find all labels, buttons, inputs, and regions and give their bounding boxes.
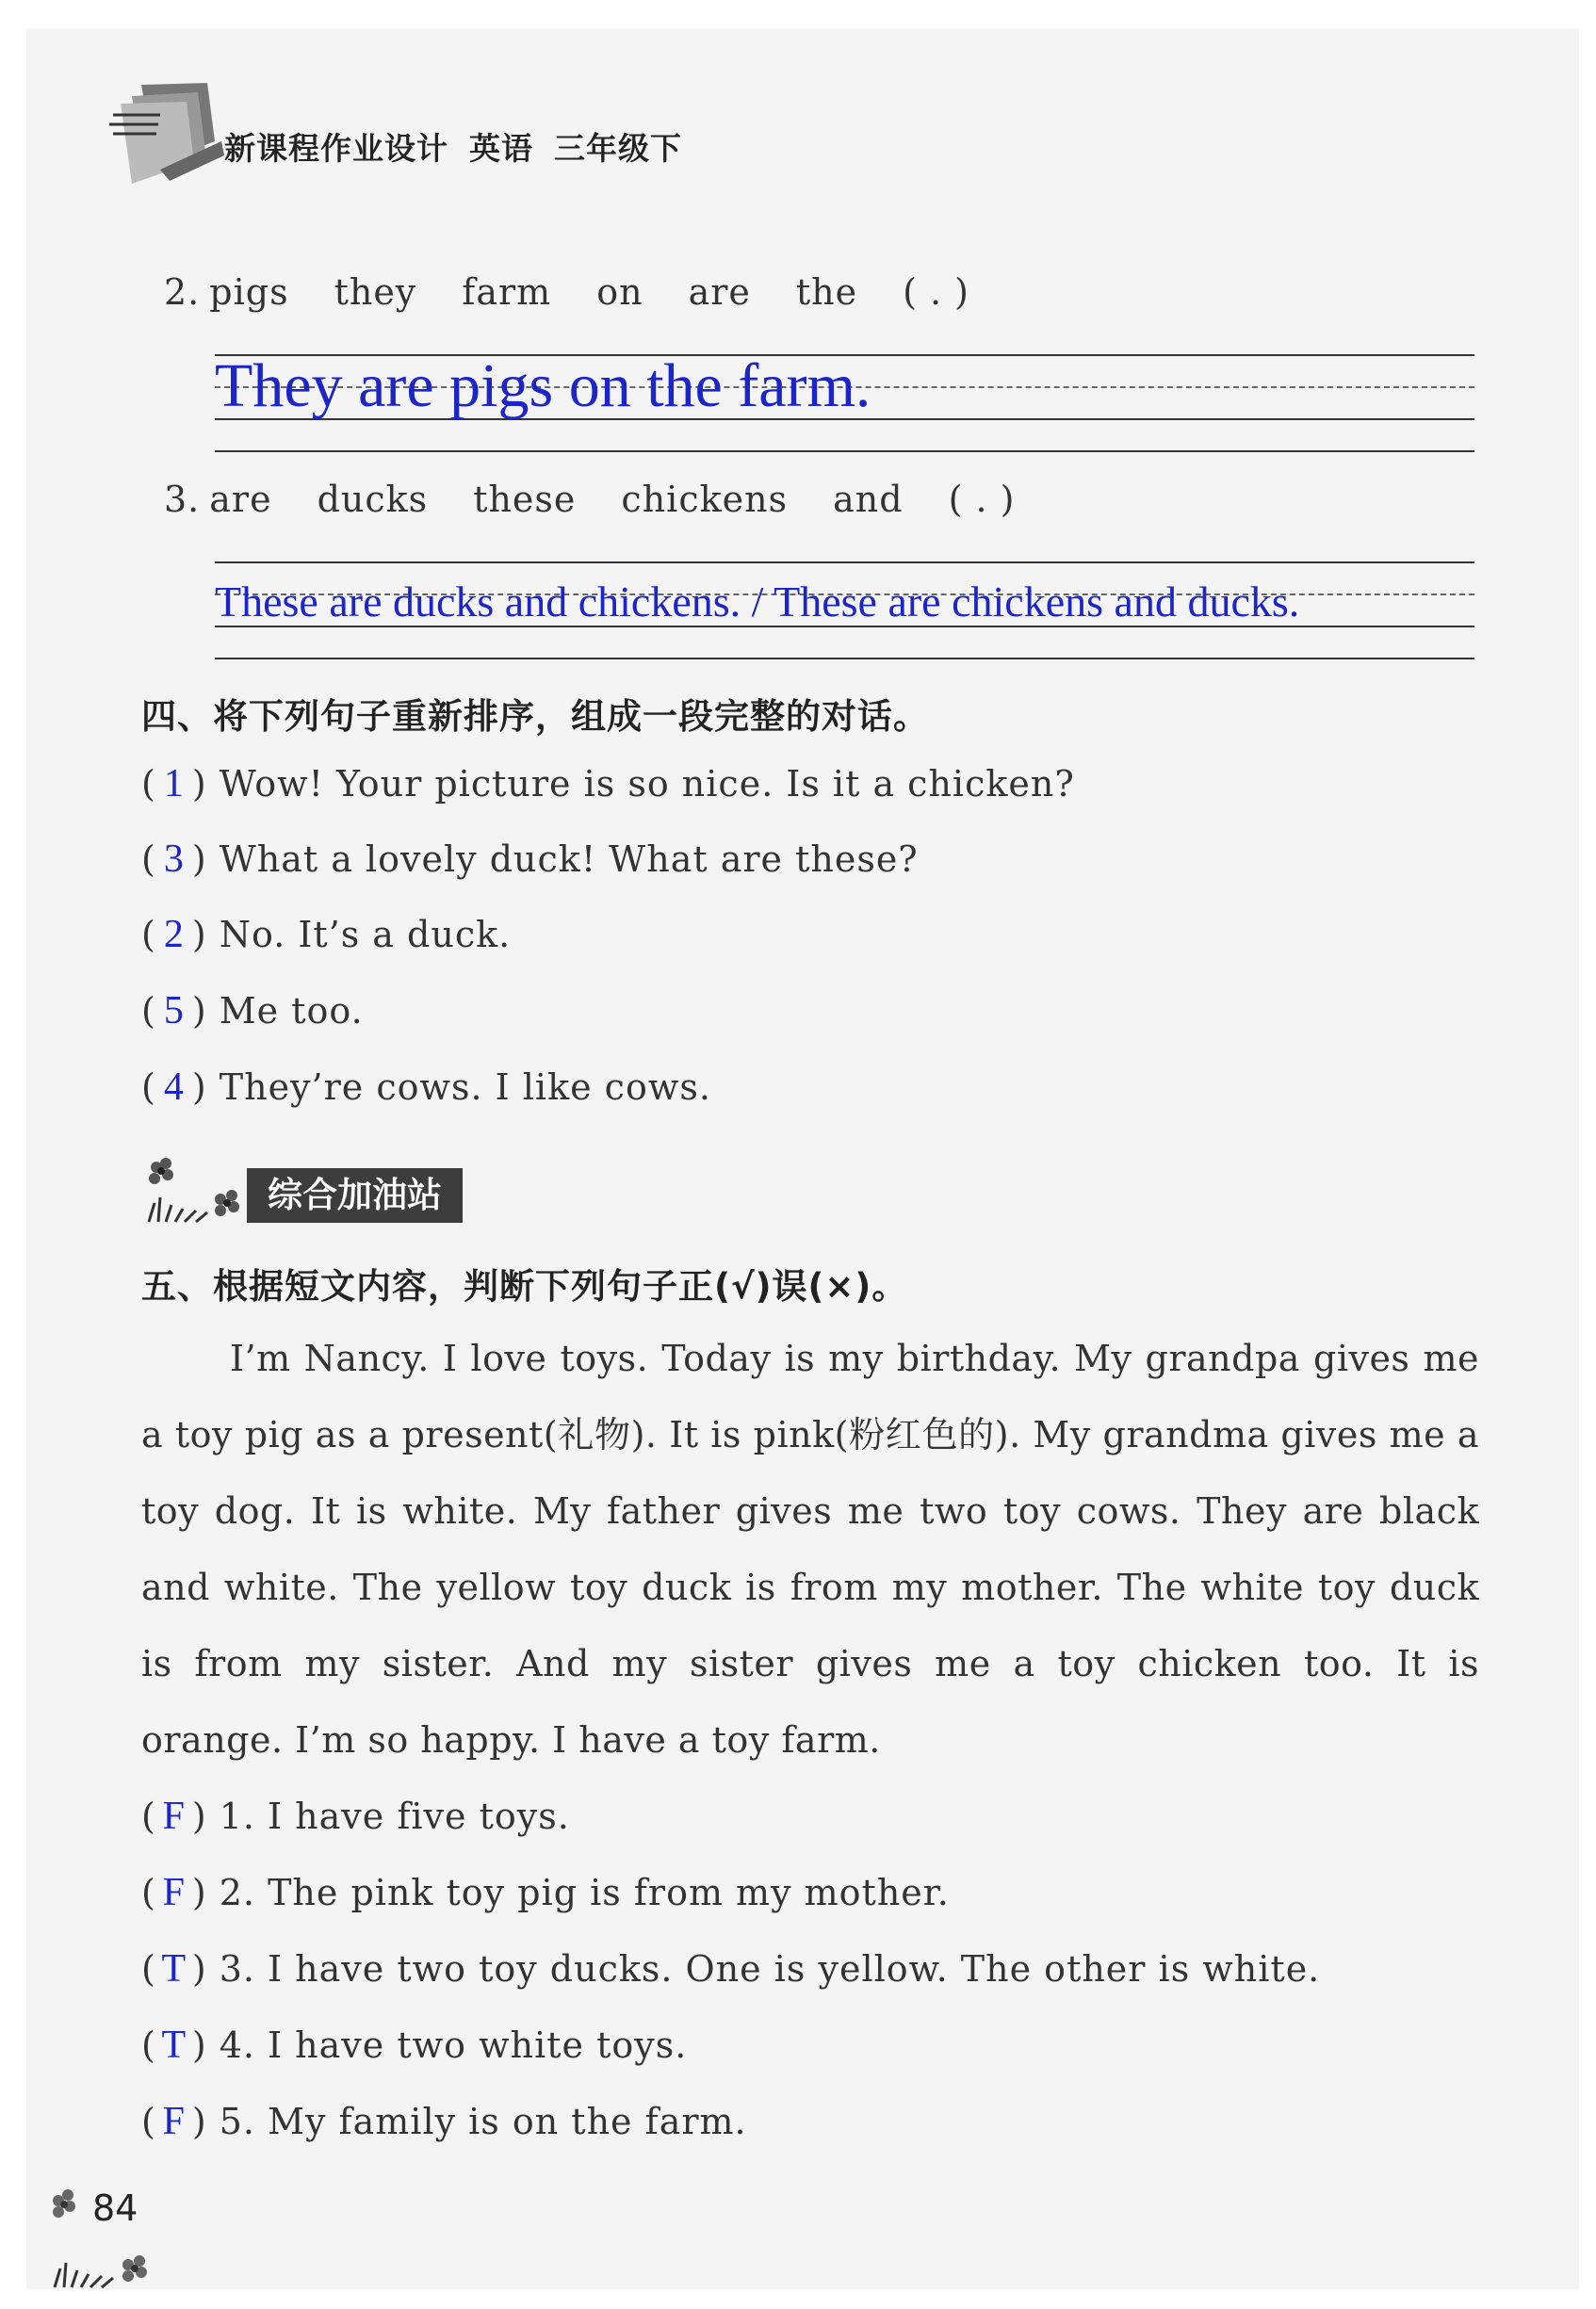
judgment-item: ( F ) 1. I have five toys. — [141, 1795, 570, 1838]
word: these — [473, 479, 577, 520]
word: are — [688, 271, 751, 313]
answer-q3: These are ducks and chickens. / These are chickens and ducks. — [215, 577, 1300, 626]
flower-grass-icon — [141, 1154, 245, 1229]
question-2 — [164, 271, 969, 313]
question-number: 2. — [164, 271, 201, 313]
word: chickens — [621, 479, 789, 520]
ordering-item: ( 1 ) Wow! Your picture is so nice. Is it a chicken? — [141, 762, 1075, 805]
badge-label: 综合加油站 — [247, 1168, 463, 1223]
reading-passage — [141, 1321, 1479, 1779]
ordering-item: ( 3 ) What a lovely duck! What are these? — [141, 837, 919, 881]
statement-text: 1. I have five toys. — [219, 1796, 570, 1837]
statement-text: 3. I have two toy ducks. One is yellow. The other is white. — [219, 1948, 1321, 1990]
word: ducks — [317, 479, 429, 520]
writing-line — [215, 450, 1474, 452]
answer-q2: They are pigs on the farm. — [215, 351, 871, 420]
judgment-answer: F — [162, 1871, 186, 1914]
statement-text: 2. The pink toy pig is from my mother. — [219, 1872, 950, 1913]
section-badge — [141, 1154, 537, 1229]
word: and — [833, 479, 904, 520]
statement-text: 5. My family is on the farm. — [219, 2101, 747, 2142]
book-stack-icon — [104, 75, 226, 198]
word: are — [209, 479, 272, 520]
order-answer: 3 — [163, 837, 185, 881]
passage-text: I’m Nancy. I love toys. Today is my birthday. My grandpa gives me a toy pig as a present(礼物). It is pink(粉红色的). My grandma gives me a toy dog. It is white. My father gives me two toy cows. They are black and white. The yellow toy duck is from my mother. The white toy duck is from my sister. And my sister gives me a toy chicken too. It is orange. I’m so happy. I have a toy farm. — [141, 1338, 1479, 1761]
judgment-item: ( T ) 4. I have two white toys. — [141, 2024, 688, 2067]
dialogue-text: Me too. — [219, 990, 364, 1032]
order-answer: 2 — [163, 913, 185, 956]
section-5-title: 五、根据短文内容，判断下列句子正(√)误(×)。 — [141, 1266, 908, 1307]
dialogue-text: What a lovely duck! What are these? — [219, 838, 919, 880]
writing-line — [215, 561, 1474, 563]
word: ( . ) — [948, 479, 1016, 520]
judgment-answer: F — [162, 2100, 186, 2143]
subject-label: 英语 — [469, 130, 533, 167]
section-4-title: 四、将下列句子重新排序，组成一段完整的对话。 — [141, 696, 929, 737]
word: farm — [462, 271, 552, 313]
word: they — [334, 271, 417, 313]
judgment-item: ( F ) 5. My family is on the farm. — [141, 2100, 747, 2143]
order-answer: 5 — [163, 989, 185, 1033]
dialogue-text: Wow! Your picture is so nice. Is it a chicken? — [219, 763, 1075, 805]
word: the — [795, 271, 858, 313]
ordering-item: ( 2 ) No. It’s a duck. — [141, 913, 512, 956]
order-answer: 4 — [163, 1065, 185, 1109]
dialogue-text: No. It’s a duck. — [219, 914, 512, 955]
word: pigs — [209, 271, 289, 313]
ordering-item: ( 4 ) They’re cows. I like cows. — [141, 1065, 711, 1109]
judgment-item: ( F ) 2. The pink toy pig is from my mother. — [141, 1871, 950, 1914]
grade-label: 三年级下 — [554, 130, 682, 167]
ordering-item: ( 5 ) Me too. — [141, 989, 364, 1033]
question-3 — [164, 479, 1015, 520]
page-number: 84 — [92, 2187, 138, 2229]
book-title: 新课程作业设计 — [224, 130, 448, 167]
judgment-answer: T — [161, 2024, 187, 2067]
judgment-item: ( T ) 3. I have two toy ducks. One is yellow. The other is white. — [141, 1947, 1321, 1991]
statement-text: 4. I have two white toys. — [219, 2024, 688, 2066]
word: on — [596, 271, 643, 313]
dialogue-text: They’re cows. I like cows. — [219, 1066, 711, 1108]
order-answer: 1 — [163, 762, 185, 805]
header-title — [224, 124, 703, 169]
word: ( . ) — [903, 271, 969, 313]
judgment-answer: T — [161, 1947, 187, 1991]
question-number: 3. — [164, 479, 201, 520]
writing-line — [215, 658, 1474, 659]
judgment-answer: F — [162, 1795, 186, 1838]
page-header — [104, 75, 857, 226]
